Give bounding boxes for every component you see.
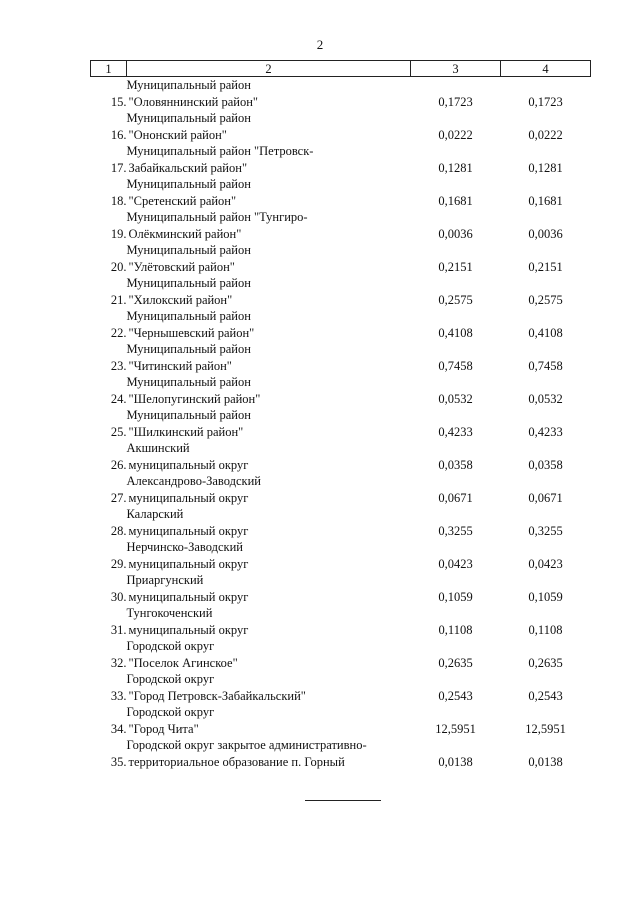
municipality-name	[127, 176, 411, 209]
value-column-3: 12,5951	[435, 721, 476, 736]
row-number: 20.	[110, 259, 127, 274]
municipality-name-line: "Улётовский район"	[128, 259, 235, 274]
value-column-3: 0,1281	[438, 160, 473, 175]
municipality-name	[127, 110, 411, 143]
municipality-name-line: "Ононский район"	[128, 127, 227, 142]
value-column-4: 0,2635	[528, 655, 563, 670]
value-column-4: 0,0138	[528, 754, 563, 769]
municipality-name-line: Александрово-Заводский	[126, 474, 261, 488]
allocation-table	[90, 60, 591, 770]
value-column-4: 0,2543	[528, 688, 563, 703]
table-row	[91, 77, 591, 111]
value-column-3: 0,0423	[438, 556, 473, 571]
row-number: 35.	[110, 754, 127, 769]
value-column-4: 0,3255	[528, 523, 563, 538]
municipality-name-line: "Город Чита"	[128, 721, 199, 736]
row-number: 19.	[110, 226, 127, 241]
row-number: 24.	[110, 391, 127, 406]
value-column-4: 0,0532	[528, 391, 563, 406]
value-column-3: 0,4108	[438, 325, 473, 340]
municipality-name-line: Муниципальный район	[126, 375, 251, 389]
value-column-4: 0,2575	[528, 292, 563, 307]
municipality-name	[127, 275, 411, 308]
value-column-3: 0,0671	[438, 490, 473, 505]
municipality-name-line: Муниципальный район "Петровск-	[126, 144, 314, 158]
table-row	[91, 209, 591, 242]
municipality-name-line: Забайкальский район"	[128, 160, 248, 175]
value-column-3: 0,0222	[438, 127, 473, 142]
value-column-3: 0,3255	[438, 523, 473, 538]
municipality-name-line: "Шилкинский район"	[128, 424, 244, 439]
table-row	[91, 473, 591, 506]
value-column-4: 0,0671	[528, 490, 563, 505]
municipality-name-line: территориальное образование п. Горный	[128, 754, 345, 769]
row-number: 16.	[110, 127, 127, 142]
municipality-name	[127, 341, 411, 374]
row-number: 17.	[110, 160, 127, 175]
table-row	[91, 143, 591, 176]
table-row	[91, 374, 591, 407]
municipality-name	[127, 473, 411, 506]
municipality-name-line: Муниципальный район	[126, 309, 251, 323]
table-row	[91, 242, 591, 275]
municipality-name-line: Акшинский	[126, 441, 190, 455]
page-number: 2	[316, 37, 324, 52]
municipality-name	[127, 704, 411, 737]
row-number: 34.	[110, 721, 127, 736]
municipality-name-line: муниципальный округ	[128, 556, 249, 571]
table-body	[91, 77, 591, 771]
footer-divider-line	[305, 800, 381, 801]
municipality-name-line: муниципальный округ	[128, 622, 249, 637]
table-row	[91, 638, 591, 671]
municipality-name-line: "Шелопугинский район"	[128, 391, 261, 406]
municipality-name	[127, 77, 411, 111]
value-column-3: 0,1108	[438, 622, 473, 637]
value-column-3: 0,4233	[438, 424, 473, 439]
column-header-1: 1	[91, 61, 127, 77]
value-column-4: 0,0036	[528, 226, 563, 241]
table-header-row	[91, 61, 591, 77]
municipality-name-line: "Город Петровск-Забайкальский"	[128, 688, 306, 703]
municipality-name	[127, 374, 411, 407]
value-column-3: 0,2575	[438, 292, 473, 307]
column-header-4: 4	[501, 61, 591, 77]
table-row	[91, 407, 591, 440]
row-number: 26.	[110, 457, 127, 472]
municipality-name-line: муниципальный округ	[128, 523, 249, 538]
municipality-name-line: Городской округ	[126, 705, 215, 719]
municipality-name	[127, 671, 411, 704]
municipality-name	[127, 308, 411, 341]
value-column-4: 0,2151	[528, 259, 563, 274]
value-column-4: 0,1723	[528, 94, 563, 109]
value-column-4: 0,1108	[528, 622, 563, 637]
value-column-4: 0,1281	[528, 160, 563, 175]
row-number: 28.	[110, 523, 127, 538]
value-column-3: 0,1681	[438, 193, 473, 208]
value-column-3: 0,0358	[438, 457, 473, 472]
municipality-name	[127, 506, 411, 539]
value-column-3: 0,1723	[438, 94, 473, 109]
value-column-4: 0,1059	[528, 589, 563, 604]
value-column-4: 12,5951	[525, 721, 566, 736]
municipality-name-line: Муниципальный район	[126, 408, 251, 422]
row-number: 30.	[110, 589, 127, 604]
municipality-name-line: "Чернышевский район"	[128, 325, 255, 340]
municipality-name-line: Городской округ	[126, 672, 215, 686]
municipality-name-line: Муниципальный район	[126, 177, 251, 191]
municipality-name	[127, 209, 411, 242]
municipality-name-line: Приаргунский	[126, 573, 204, 587]
municipality-name	[127, 143, 411, 176]
row-number: 32.	[110, 655, 127, 670]
municipality-name-line: "Поселок Агинское"	[128, 655, 238, 670]
value-column-4: 0,0423	[528, 556, 563, 571]
table-row	[91, 341, 591, 374]
municipality-name-line: Муниципальный район	[126, 276, 251, 290]
table-row	[91, 275, 591, 308]
table-row	[91, 308, 591, 341]
row-number: 18.	[110, 193, 127, 208]
value-column-3: 0,0036	[438, 226, 473, 241]
row-number: 29.	[110, 556, 127, 571]
municipality-name-line: "Оловяннинский район"	[128, 94, 259, 109]
municipality-name-line: муниципальный округ	[128, 589, 249, 604]
municipality-name-line: Олёкминский район"	[128, 226, 242, 241]
row-number: 22.	[110, 325, 127, 340]
municipality-name-line: "Хилокский район"	[128, 292, 233, 307]
municipality-name	[127, 407, 411, 440]
column-header-3: 3	[411, 61, 501, 77]
table-row	[91, 110, 591, 143]
municipality-name-line: муниципальный округ	[128, 490, 249, 505]
municipality-name-line: Нерчинско-Заводский	[126, 540, 243, 554]
value-column-3: 0,0532	[438, 391, 473, 406]
table-row	[91, 704, 591, 737]
municipality-name-line: Муниципальный район	[126, 111, 251, 125]
municipality-name	[127, 572, 411, 605]
value-column-3: 0,7458	[438, 358, 473, 373]
municipality-name-line: муниципальный округ	[128, 457, 249, 472]
row-number: 15.	[110, 94, 127, 109]
value-column-4: 0,1681	[528, 193, 563, 208]
municipality-name	[127, 737, 411, 770]
municipality-name-line: Тунгокоченский	[126, 606, 213, 620]
row-number: 23.	[110, 358, 127, 373]
table-row	[91, 671, 591, 704]
row-number: 27.	[110, 490, 127, 505]
table-row	[91, 506, 591, 539]
table-row	[91, 737, 591, 770]
municipality-name	[127, 242, 411, 275]
row-number: 33.	[110, 688, 127, 703]
value-column-4: 0,4108	[528, 325, 563, 340]
table-row	[91, 572, 591, 605]
municipality-name	[127, 539, 411, 572]
value-column-4: 0,4233	[528, 424, 563, 439]
value-column-4: 0,7458	[528, 358, 563, 373]
value-column-3: 0,0138	[438, 754, 473, 769]
value-column-3: 0,2635	[438, 655, 473, 670]
value-column-4: 0,0222	[528, 127, 563, 142]
value-column-3: 0,2151	[438, 259, 473, 274]
row-number: 25.	[110, 424, 127, 439]
municipality-name-line: "Читинский район"	[128, 358, 232, 373]
column-header-2: 2	[127, 61, 411, 77]
table-row	[91, 440, 591, 473]
municipality-name-line: Муниципальный район	[126, 243, 251, 257]
table-row	[91, 605, 591, 638]
value-column-3: 0,2543	[438, 688, 473, 703]
municipality-name-line: Каларский	[126, 507, 184, 521]
municipality-name	[127, 605, 411, 638]
municipality-name-line: Муниципальный район "Тунгиро-	[126, 210, 308, 224]
municipality-name	[127, 440, 411, 473]
table-row	[91, 539, 591, 572]
value-column-4: 0,0358	[528, 457, 563, 472]
row-number: 21.	[110, 292, 127, 307]
municipality-name-line: "Сретенский район"	[128, 193, 237, 208]
municipality-name-line: Городской округ закрытое административно-	[126, 738, 367, 752]
municipality-name-line: Городской округ	[126, 639, 215, 653]
table-row	[91, 176, 591, 209]
value-column-3: 0,1059	[438, 589, 473, 604]
municipality-name-line: Муниципальный район	[126, 342, 251, 356]
row-number: 31.	[110, 622, 127, 637]
municipality-name	[127, 638, 411, 671]
municipality-name-line: Муниципальный район	[126, 78, 251, 92]
